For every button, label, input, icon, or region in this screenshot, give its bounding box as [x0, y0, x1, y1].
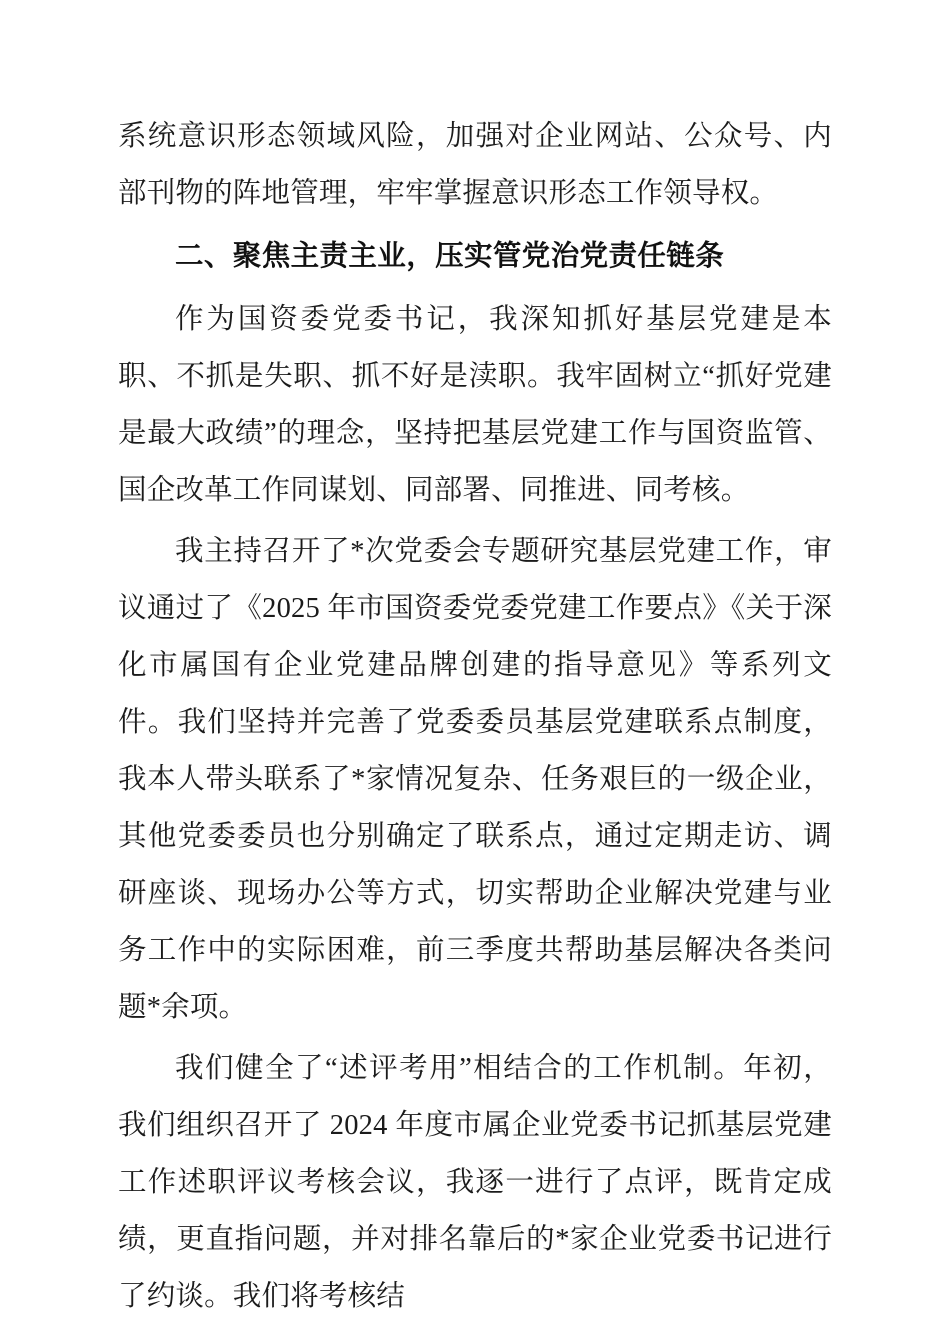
- paragraph-assessment-mechanism: 我们健全了“述评考用”相结合的工作机制。年初，我们组织召开了 2024 年度市属企业党委书记抓基层党建工作述职评议考核会议，我逐一进行了点评，既肯定成绩，更直指问题，并对排名靠后的*家企业党委书记进行了约谈。我们将考核结: [118, 1053, 832, 1312]
- paragraph-ideology-continued: 系统意识形态领域风险，加强对企业网站、公众号、内部刊物的阵地管理，牢牢掌握意识形态工作领导权。: [118, 121, 832, 209]
- section-heading-two: 二、聚焦主责主业，压实管党治党责任链条: [175, 241, 725, 272]
- paragraph-meetings-and-documents: 我主持召开了*次党委会专题研究基层党建工作，审议通过了《2025 年市国资委党委党建工作要点》《关于深化市属国有企业党建品牌创建的指导意见》等系列文件。我们坚持并完善了党委委员基层党建联系点制度，我本人带头联系了*家情况复杂、任务艰巨的一级企业，其他党委委员也分别确定了联系点，通过定期走访、调研座谈、现场办公等方式，切实帮助企业解决党建与业务工作中的实际困难，前三季度共帮助基层解决各类问题*余项。: [118, 536, 832, 1023]
- paragraph-party-building-duty: 作为国资委党委书记，我深知抓好基层党建是本职、不抓是失职、抓不好是渎职。我牢固树立“抓好党建是最大政绩”的理念，坚持把基层党建工作与国资监管、国企改革工作同谋划、同部署、同推进、同考核。: [118, 304, 832, 506]
- document-body: [118, 108, 832, 1325]
